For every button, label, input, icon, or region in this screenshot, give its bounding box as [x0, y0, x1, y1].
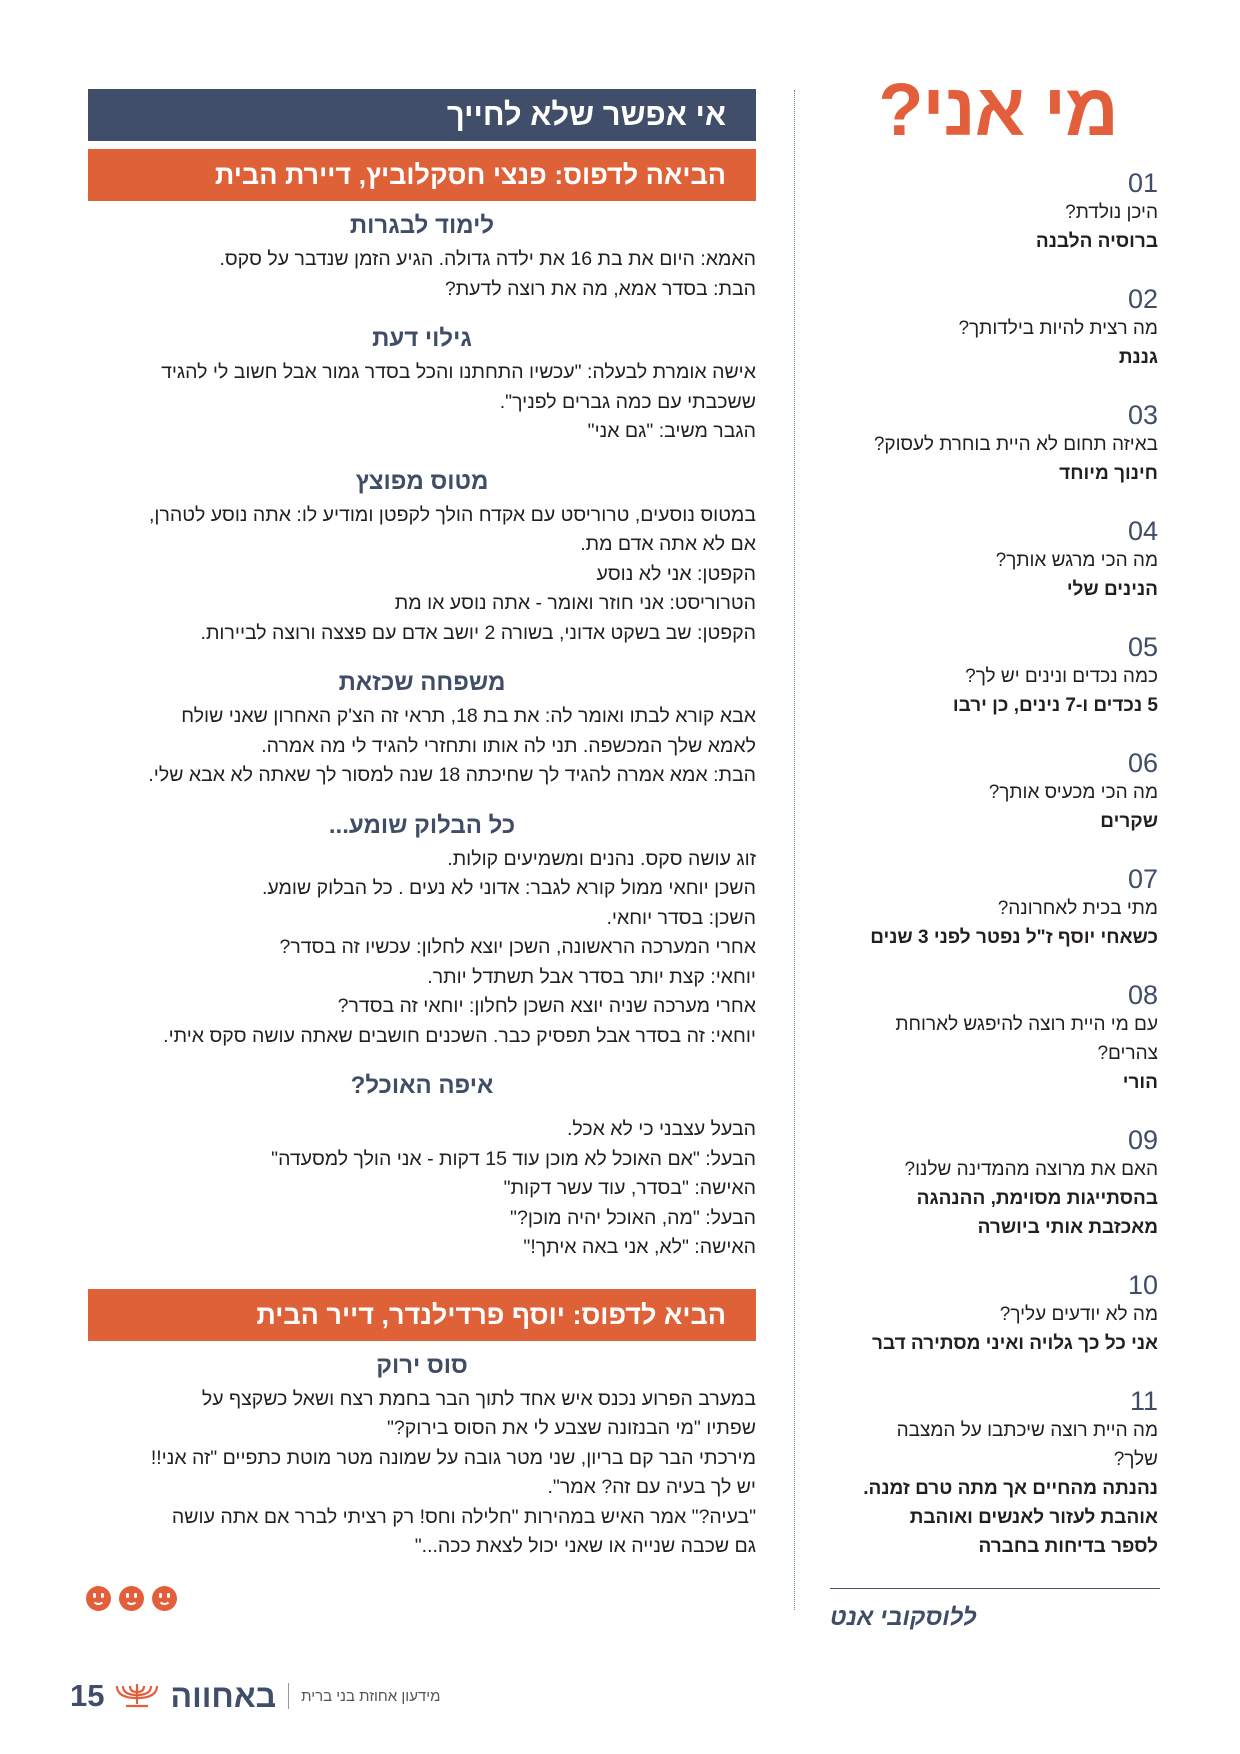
question-text: מתי בכית לאחרונה?: [997, 898, 1158, 919]
joke-line: הטרוריסט: אני חוזר ואומר - אתה נוסע או מת: [394, 592, 756, 614]
smiley-icon: [86, 1586, 111, 1611]
question-number: 06: [1127, 748, 1158, 778]
answer-text: כשאחי יוסף ז"ל נפטר לפני 3 שנים: [870, 927, 1158, 948]
joke-title: כל הבלוק שומע...: [328, 811, 516, 839]
joke-line: לאמא שלך המכשפה. תני לה אותו ותחזרי להגיד לי מה אמרה.: [261, 734, 756, 757]
credit-band-1: הביאה לדפוס: פנצי חסקלוביץ, דיירת הבית: [88, 149, 756, 201]
magazine-subtitle: מידעון אחוזת בני ברית: [301, 1687, 441, 1705]
smiley-icon: [119, 1586, 144, 1611]
qa-item: [828, 168, 1158, 256]
question-text: צהרים?: [1097, 1043, 1158, 1064]
joke-line: הקפטן: אני לא נוסע: [596, 562, 756, 585]
question-number: 09: [1127, 1125, 1158, 1155]
joke-line: האמא: היום את בת 16 את ילדה גדולה. הגיע הזמן שנדבר על סקס.: [219, 248, 756, 270]
humor-section-title: אי אפשר שלא לחייך: [88, 89, 756, 141]
qa-item: [828, 400, 1158, 488]
answer-text: הורי: [1122, 1072, 1158, 1093]
joke-line: האישה: "לא, אני באה איתך!": [523, 1236, 756, 1258]
joke-line: "בעיה?" אמר האיש במהירות "חלילה וחס! רק רציתי לברר אם אתה עושה: [171, 1505, 756, 1528]
joke-title: מטוס מפוצץ: [355, 467, 489, 495]
question-text: היכן נולדת?: [1065, 202, 1158, 223]
qa-item: [828, 284, 1158, 372]
joke-line: הבת: אמא אמרה להגיד לך שחיכתה 18 שנה למסור לך שאתה לא אבא שלי.: [148, 764, 756, 786]
menorah-icon: [112, 1682, 162, 1710]
jokes-group-1: [88, 211, 756, 1263]
answer-text: שקרים: [1100, 811, 1158, 832]
question-number: 10: [1127, 1270, 1158, 1300]
joke-line: שפתיו "מי הבנזונה שצבע לי את הסוס בירוק?": [386, 1417, 756, 1439]
page-number: 15: [70, 1678, 105, 1713]
joke-line: במערב הפרוע נכנס איש אחד לתוך הבר בחמת רצח ושאל כשקצף על: [201, 1387, 756, 1410]
joke-line: אחרי מערכה שניה יוצא השכן לחלון: יוחאי זה בסדר?: [337, 995, 756, 1017]
joke-line: הבעל עצבני כי לא אכל.: [567, 1118, 756, 1140]
footer-separator: [288, 1683, 289, 1709]
answer-text: חינוך מיוחד: [1059, 463, 1158, 484]
answer-text: גננת: [1118, 347, 1158, 368]
question-text: עם מי היית רוצה להיפגש לארוחת: [895, 1014, 1158, 1035]
joke-line: אם לא אתה אדם מת.: [580, 533, 756, 555]
answer-text: 5 נכדים ו-7 נינים, כן ירבו: [952, 695, 1158, 716]
joke-title: גילוי דעת: [372, 325, 472, 352]
answer-text: אוהבת לעזור לאנשים ואוהבת: [909, 1507, 1158, 1528]
question-text: כמה נכדים ונינים יש לך?: [965, 666, 1158, 687]
joke: [88, 324, 756, 447]
joke-line: זוג עושה סקס. נהנים ומשמיעים קולות.: [447, 847, 756, 870]
joke-title: לימוד לבגרות: [349, 212, 495, 239]
joke-line: במטוס נוסעים, טרוריסט עם אקדח הולך לקפטן ומודיע לו: אתה נוסע לטהרן,: [148, 503, 756, 526]
joke-line: מירכתי הבר קם בריון, שני מטר גובה על שמונה מטר מוטת כתפיים "זה אני!!: [150, 1446, 756, 1469]
answer-text: בהסתייגות מסוימת, ההנהגה: [916, 1188, 1158, 1209]
credit-rule: [830, 1588, 1160, 1589]
qa-item: [828, 1386, 1158, 1561]
column-divider: [794, 90, 795, 1610]
qa-item: [828, 980, 1158, 1097]
question-text: מה הכי מרגש אותך?: [995, 550, 1158, 571]
question-number: 01: [1127, 168, 1158, 198]
question-number: 07: [1127, 864, 1158, 894]
interview-credit: ללוסקובי אנט: [830, 1604, 977, 1631]
joke-line: יש לך בעיה עם זה? אמר".: [547, 1476, 756, 1498]
question-text: מה היית רוצה שיכתבו על המצבה: [896, 1420, 1158, 1441]
joke-line: הבעל: "מה, האוכל יהיה מוכן?": [510, 1206, 756, 1229]
question-number: 04: [1127, 516, 1158, 546]
qa-item: [828, 1125, 1158, 1242]
jokes-group-2: [88, 1351, 756, 1562]
page-footer: [70, 1676, 440, 1716]
joke-line: גם שכבה שנייה או שאני יכול לצאת ככה...": [414, 1535, 756, 1557]
interview-column: [828, 70, 1158, 1589]
question-number: 08: [1127, 980, 1158, 1010]
answer-text: מאכזבת אותי ביושרה: [977, 1217, 1158, 1238]
qa-item: [828, 748, 1158, 836]
joke-title: משפחה שכזאת: [338, 669, 506, 696]
answer-text: הנינים שלי: [1066, 579, 1158, 600]
question-number: 11: [1129, 1386, 1158, 1416]
answer-text: ברוסיה הלבנה: [1035, 231, 1158, 252]
joke: [88, 1351, 756, 1562]
answer-text: אני כל כך גלויה ואיני מסתירה דבר: [872, 1333, 1158, 1354]
qa-item: [828, 632, 1158, 720]
answer-text: לספר בדיחות בחברה: [978, 1536, 1158, 1557]
joke-line: הקפטן: שב בשקט אדוני, בשורה 2 יושב אדם עם פצצה ורוצה לביירות.: [200, 621, 756, 644]
question-text: מה לא יודעים עליך?: [999, 1304, 1158, 1325]
joke-line: יוחאי: קצת יותר בסדר אבל תשתדל יותר.: [427, 965, 756, 988]
joke-line: יוחאי: זה בסדר אבל תפסיק כבר. השכנים חושבים שאתה עושה סקס איתי.: [163, 1024, 756, 1047]
qa-item: [828, 516, 1158, 604]
question-number: 05: [1127, 632, 1158, 662]
joke-line: הבת: בסדר אמא, מה את רוצה לדעת?: [444, 277, 756, 300]
joke-line: השכן: בסדר יוחאי.: [606, 906, 756, 929]
question-number: 02: [1127, 284, 1158, 314]
joke-line: השכן יוחאי ממול קורא לגבר: אדוני לא נעים . כל הבלוק שומע.: [261, 877, 756, 899]
credit-band-2: הביא לדפוס: יוסף פרדילנדר, דייר הבית: [88, 1289, 756, 1341]
joke-line: אישה אומרת לבעלה: "עכשיו התחתנו והכל בסדר גמור אבל חשוב לי להגיד: [161, 361, 756, 383]
joke-title: איפה האוכל?: [350, 1072, 494, 1099]
joke-title: סוס ירוק: [376, 1351, 468, 1379]
question-text: באיזה תחום לא היית בוחרת לעסוק?: [873, 434, 1158, 455]
joke-line: אבא קורא לבתו ואומר לה: את בת 18, תראי זה הצ'ק האחרון שאני שולח: [181, 705, 756, 727]
question-text: האם את מרוצה מהמדינה שלנו?: [904, 1159, 1158, 1180]
qa-item: [828, 864, 1158, 952]
joke: [88, 1071, 756, 1263]
question-text: שלך?: [1113, 1449, 1158, 1470]
question-text: מה הכי מכעיס אותך?: [988, 782, 1158, 803]
qa-list: [828, 168, 1158, 1561]
joke: [88, 668, 756, 791]
magazine-name: באחווה: [170, 1677, 277, 1714]
joke-line: הבעל: "אם האוכל לא מוכן עוד 15 דקות - אני הולך למסעדה": [271, 1147, 756, 1170]
question-number: 03: [1127, 400, 1158, 430]
question-text: מה רצית להיות בילדותך?: [958, 318, 1158, 339]
interview-title: מי אני?: [878, 68, 1118, 151]
joke-line: אחרי המערכה הראשונה, השכן יוצא לחלון: עכשיו זה בסדר?: [279, 936, 756, 958]
joke-line: הגבר משיב: "גם אני": [587, 420, 756, 442]
answer-text: נהנתה מהחיים אך מתה טרם זמנה.: [863, 1478, 1158, 1499]
joke-line: ששכבתי עם כמה גברים לפניך".: [499, 390, 756, 413]
smiley-icon: [152, 1586, 177, 1611]
joke: [88, 811, 756, 1052]
joke: [88, 467, 756, 649]
joke-line: האישה: "בסדר, עוד עשר דקות": [503, 1177, 756, 1199]
smileys: [86, 1586, 177, 1611]
joke: [88, 211, 756, 304]
qa-item: [828, 1270, 1158, 1358]
humor-column: [88, 89, 756, 1562]
